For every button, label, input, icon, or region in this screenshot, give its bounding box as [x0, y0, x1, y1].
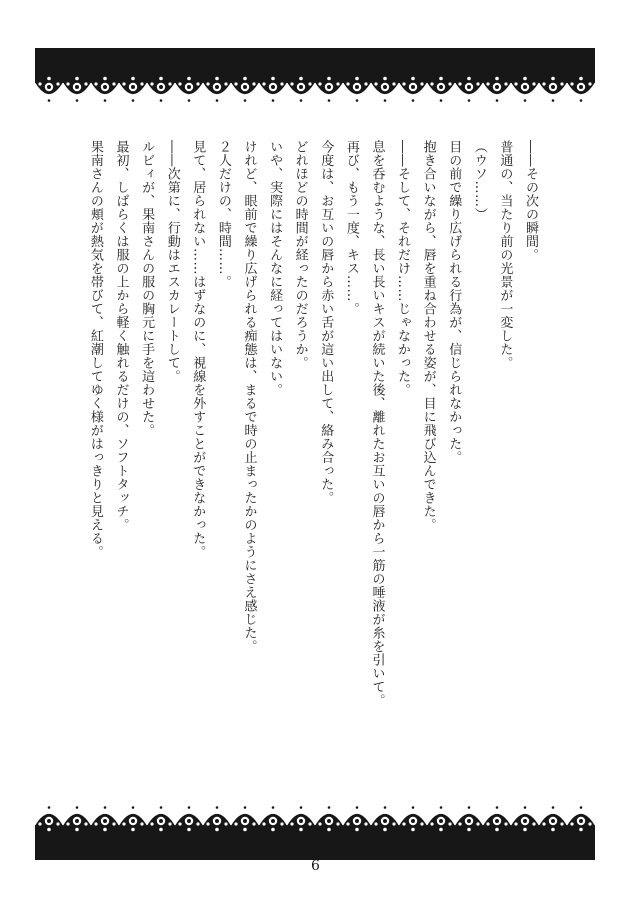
text-line: （ウソ……）: [471, 140, 487, 221]
text-line: ――そして、それだけ……じゃなかった。: [395, 140, 411, 397]
text-line: 最初、しばらくは服の上から軽く触れるだけの、ソフトタッチ。: [113, 140, 129, 532]
text-line: 今度は、お互いの唇から赤い舌が這い出して、絡み合った。: [318, 140, 334, 505]
top-border-bar: [35, 48, 595, 74]
text-line: 目の前で繰り広げられる行為が、信じられなかった。: [446, 140, 462, 464]
text-line: ２人だけの、時間……。: [215, 140, 231, 289]
text-line: どれほどの時間が経ったのだろうか。: [292, 140, 308, 370]
bottom-border-bar: [35, 834, 595, 860]
page-number: 6: [311, 858, 320, 874]
bottom-lace-ornament: [35, 804, 595, 834]
vertical-text-body: [82, 140, 543, 707]
text-line: 普通の、当たり前の光景が一変した。: [497, 140, 513, 370]
text-line: いや、実際にはそんなに経ってはいない。: [267, 140, 283, 397]
text-line: 息を呑むような、長い長いキスが続いた後、離れたお互いの唇から一筋の唾液が糸を引いて。: [369, 140, 385, 707]
text-line: 見て、居られない……はずなのに、視線を外すことができなかった。: [190, 140, 206, 559]
text-line: 果南さんの頬が熱気を帯びて、紅潮してゆく様がはっきりと見える。: [87, 140, 103, 559]
text-line: けれど、眼前で繰り広げられる痴態は、まるで時の止まったかのようにさえ感じた。: [241, 140, 257, 653]
top-lace-ornament: [35, 74, 595, 104]
text-line: ルビィが、果南さんの服の胸元に手を這わせた。: [139, 140, 155, 437]
text-line: 抱き合いながら、唇を重ね合わせる姿が、目に飛び込んできた。: [420, 140, 436, 532]
text-line: ――その次の瞬間。: [523, 140, 538, 262]
text-line: ――次第に、行動はエスカレートして。: [164, 140, 180, 383]
text-line: 再び、もう一度、キス……。: [343, 140, 359, 316]
